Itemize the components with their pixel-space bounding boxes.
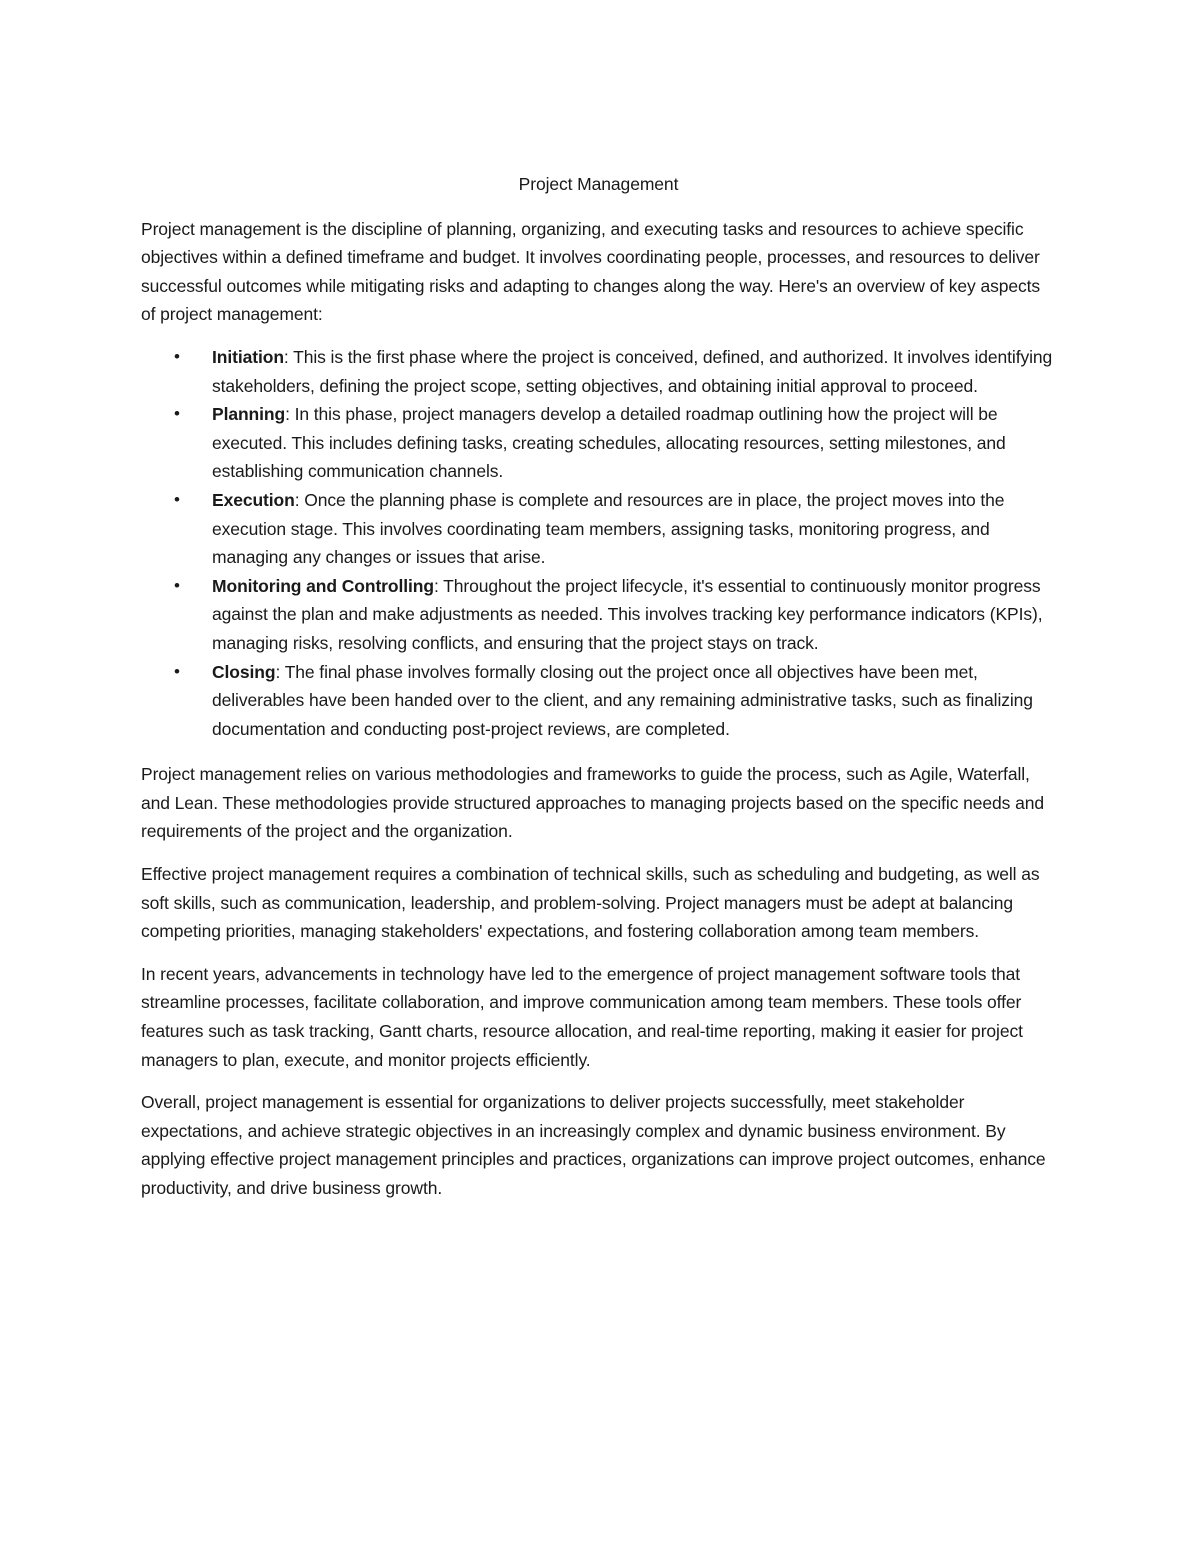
bullet-icon: •	[174, 489, 180, 509]
aspects-list	[141, 343, 1056, 743]
bullet-icon: •	[174, 404, 180, 424]
aspect-term: Closing	[212, 661, 276, 682]
list-item-closing	[141, 658, 1056, 744]
document-page	[141, 170, 1056, 1217]
aspect-description: In this phase, project managers develop a detailed roadmap outlining how the project will be executed. This includes defining tasks, creating schedules, allocating resources, setting milestones, and establishing communication channels.	[212, 404, 1006, 482]
aspect-description: Once the planning phase is complete and resources are in place, the project moves into the execution stage. This involves coordinating team members, assigning tasks, monitoring progress, and managing any changes or issues that arise.	[212, 489, 1005, 568]
term-separator: :	[433, 575, 439, 596]
body-paragraph: In recent years, advancements in technology have led to the emergence of project management software tools that streamline processes, facilitate collaboration, and improve communication among team members. These tools offer features such as task tracking, Gantt charts, resource allocation, and real-time reporting, making it easier for project managers to plan, execute, and monitor projects efficiently.	[141, 963, 1023, 1070]
intro-paragraph: Project management is the discipline of planning, organizing, and executing tasks and resources to achieve specific objectives within a defined timeframe and budget. It involves coordinating people, processes, and resources to deliver successful outcomes while mitigating risks and adapting to changes along the way. Here's an overview of key aspects of project management:	[141, 218, 1041, 325]
list-item-planning	[141, 400, 1056, 486]
aspect-description: Throughout the project lifecycle, it's essential to continuously monitor progress against the plan and make adjustments as needed. This involves tracking key performance indicators (KPIs), managing risks, resolving conflicts, and ensuring that the project stays on track.	[212, 575, 1043, 653]
term-separator: :	[294, 489, 300, 510]
list-item-initiation	[141, 343, 1056, 400]
body-paragraph: Overall, project management is essential for organizations to deliver projects successfully, meet stakeholder expectations, and achieve strategic objectives in an increasingly complex and dynamic business environment. By applying effective project management principles and practices, organizations can improve project outcomes, enhance productivity, and drive business growth.	[141, 1092, 1046, 1198]
body-paragraph: Effective project management requires a combination of technical skills, such as scheduling and budgeting, as well as soft skills, such as communication, leadership, and problem-solving. Project managers must be adept at balancing competing priorities, managing stakeholders' expectations, and fostering collaboration among team members.	[141, 864, 1040, 942]
bullet-icon: •	[174, 575, 180, 595]
term-separator: :	[283, 346, 289, 367]
aspect-term: Initiation	[212, 346, 284, 367]
aspect-term: Execution	[212, 489, 295, 510]
list-item-monitoring-and-controlling	[141, 572, 1056, 658]
bullet-icon: •	[174, 661, 180, 681]
aspect-description: The final phase involves formally closing out the project once all objectives have been met, deliverables have been handed over to the client, and any remaining administrative tasks, such as finalizing documentation and conducting post-project reviews, are completed.	[212, 661, 1033, 739]
list-item-execution	[141, 486, 1056, 572]
aspect-term: Monitoring and Controlling	[212, 575, 434, 596]
term-separator: :	[285, 404, 290, 425]
aspect-term: Planning	[212, 404, 286, 425]
body-paragraph: Project management relies on various methodologies and frameworks to guide the process, such as Agile, Waterfall, and Lean. These methodologies provide structured approaches to managing projects based on the specific needs and requirements of the project and the organization.	[141, 764, 1044, 842]
document-title: Project Management	[518, 174, 679, 194]
aspect-description: This is the first phase where the project is conceived, defined, and authorized. It involves identifying stakeholders, defining the project scope, setting objectives, and obtaining initial approval to proceed.	[212, 346, 1053, 396]
bullet-icon: •	[174, 346, 180, 366]
term-separator: :	[275, 661, 281, 682]
